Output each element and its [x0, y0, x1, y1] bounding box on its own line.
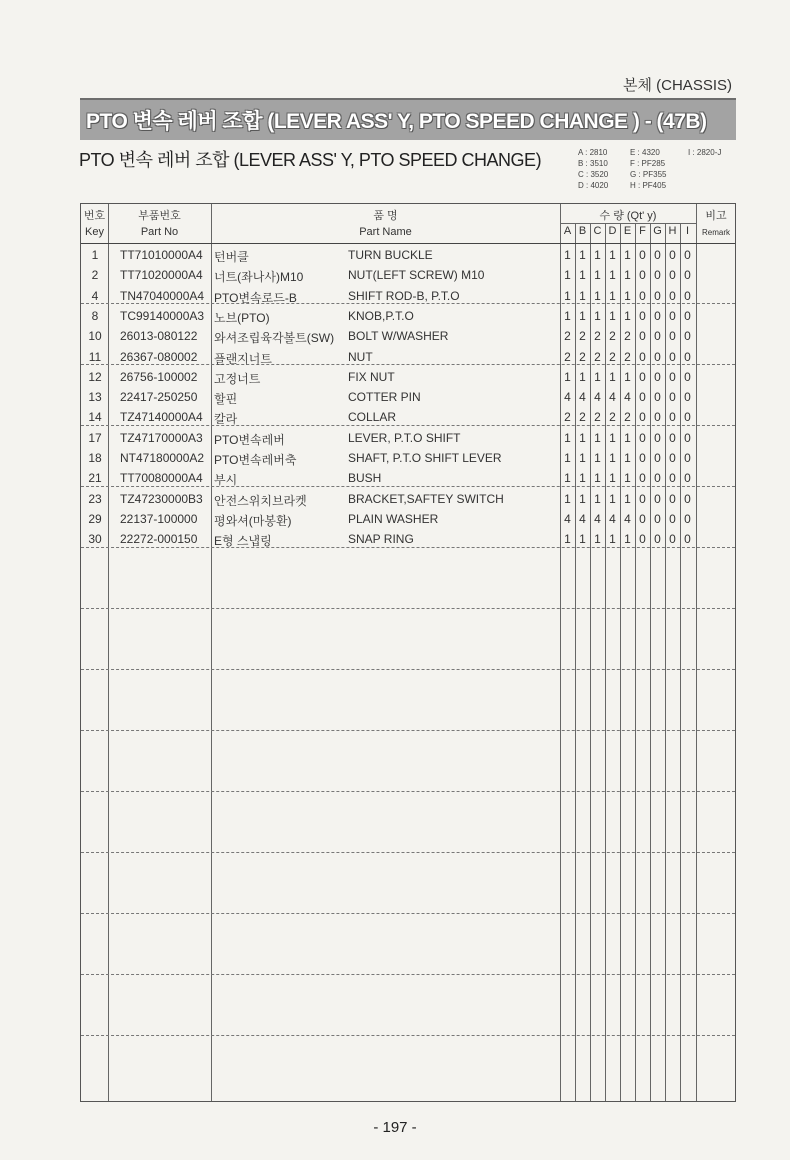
- part-name-kr: 할핀: [214, 392, 238, 407]
- model-code: A : 2810: [578, 148, 608, 157]
- qty-cell: 1: [579, 491, 586, 506]
- header-partno-en: Part No: [140, 226, 179, 238]
- model-code: I : 2820-J: [688, 148, 722, 157]
- qty-cell: 0: [639, 268, 646, 283]
- qty-cell: 0: [669, 430, 676, 445]
- qty-cell: 2: [579, 329, 586, 344]
- section-label: 본체 (CHASSIS): [623, 77, 732, 94]
- header-remark-en: Remark: [701, 228, 730, 237]
- qty-cell: 2: [594, 349, 601, 364]
- key-number: 30: [88, 532, 102, 547]
- qty-cell: 2: [564, 410, 571, 425]
- qty-cell: 1: [624, 491, 631, 506]
- qty-cell: 1: [609, 451, 616, 465]
- qty-model-letter: I: [685, 225, 690, 237]
- model-code: D : 4020: [578, 181, 609, 190]
- table-row: [81, 428, 735, 448]
- part-number: TN47040000A4: [120, 288, 205, 303]
- header-partno-kr: 부품번호: [138, 210, 181, 222]
- key-number: 21: [88, 471, 102, 486]
- qty-cell: 1: [594, 288, 601, 303]
- qty-cell: 4: [609, 511, 616, 526]
- table-row: [81, 529, 735, 549]
- part-number: TT71010000A4: [120, 248, 203, 262]
- qty-model-letter: F: [639, 225, 646, 237]
- header-key-en: Key: [85, 226, 104, 238]
- model-code: H : PF405: [630, 181, 667, 190]
- part-number: 26013-080122: [120, 329, 198, 344]
- part-number: TT70080000A4: [120, 471, 203, 486]
- qty-cell: 0: [639, 471, 646, 486]
- qty-cell: 0: [639, 532, 646, 547]
- qty-cell: 0: [654, 451, 661, 465]
- part-name-en: KNOB,P.T.O: [348, 308, 414, 323]
- qty-cell: 1: [609, 471, 616, 486]
- header-divider: [81, 243, 735, 244]
- qty-cell: 4: [579, 390, 586, 405]
- qty-cell: 0: [684, 308, 691, 323]
- qty-cell: 2: [564, 349, 571, 364]
- qty-cell: 1: [579, 268, 586, 283]
- qty-cell: 1: [594, 491, 601, 506]
- model-code: F : PF285: [630, 159, 666, 168]
- qty-cell: 4: [609, 390, 616, 405]
- qty-cell: 0: [684, 349, 691, 364]
- qty-cell: 0: [654, 268, 661, 283]
- qty-cell: 1: [564, 248, 571, 262]
- part-number: 22272-000150: [120, 532, 198, 547]
- table-row: [81, 489, 735, 509]
- part-name-kr: 플랜지너트: [214, 351, 272, 366]
- qty-cell: 1: [609, 288, 616, 303]
- group-separator: [81, 669, 735, 670]
- qty-cell: 1: [594, 532, 601, 547]
- table-row: [81, 468, 735, 488]
- qty-cell: 0: [639, 329, 646, 344]
- key-number: 29: [88, 511, 102, 526]
- qty-cell: 1: [594, 471, 601, 486]
- qty-cell: 1: [564, 288, 571, 303]
- header-name-kr: 품 명: [373, 210, 398, 222]
- qty-cell: 0: [669, 349, 676, 364]
- part-name-en: SNAP RING: [348, 532, 414, 547]
- qty-cell: 1: [579, 451, 586, 465]
- qty-cell: 0: [669, 511, 676, 526]
- group-separator: [81, 913, 735, 914]
- qty-cell: 0: [639, 369, 646, 384]
- qty-cell: 0: [654, 430, 661, 445]
- part-name-en: BRACKET,SAFTEY SWITCH: [348, 491, 504, 506]
- qty-cell: 0: [669, 308, 676, 323]
- qty-cell: 4: [564, 511, 571, 526]
- qty-cell: 1: [609, 308, 616, 323]
- group-separator: [81, 852, 735, 853]
- qty-cell: 1: [624, 451, 631, 465]
- qty-cell: 4: [624, 390, 631, 405]
- group-separator: [81, 730, 735, 731]
- qty-cell: 0: [684, 451, 691, 465]
- part-name-kr: PTO변속레버: [214, 432, 285, 447]
- table-row: [81, 448, 735, 468]
- group-separator: [81, 791, 735, 792]
- part-name-kr: 부시: [214, 473, 238, 488]
- part-number: TC99140000A3: [120, 308, 205, 323]
- part-number: TZ47230000B3: [120, 491, 203, 506]
- qty-cell: 0: [654, 511, 661, 526]
- part-name-kr: 턴버클: [214, 250, 249, 264]
- header-qty: 수 량 (Qt' y): [599, 210, 657, 222]
- part-number: TZ47170000A3: [120, 430, 203, 445]
- table-row: [81, 509, 735, 529]
- qty-cell: 0: [684, 511, 691, 526]
- qty-cell: 1: [594, 248, 601, 262]
- qty-cell: 0: [669, 288, 676, 303]
- qty-cell: 2: [609, 349, 616, 364]
- part-number: 26367-080002: [120, 349, 198, 364]
- qty-cell: 0: [654, 329, 661, 344]
- part-number: 26756-100002: [120, 369, 198, 384]
- qty-model-letter: D: [608, 225, 617, 237]
- header-key-kr: 번호: [83, 210, 106, 222]
- qty-cell: 0: [684, 430, 691, 445]
- qty-cell: 2: [594, 329, 601, 344]
- page-number: - 197 -: [373, 1119, 417, 1136]
- qty-cell: 1: [594, 268, 601, 283]
- qty-cell: 1: [579, 430, 586, 445]
- qty-cell: 0: [639, 308, 646, 323]
- qty-cell: 2: [564, 329, 571, 344]
- qty-cell: 0: [639, 288, 646, 303]
- key-number: 13: [88, 390, 102, 405]
- qty-cell: 0: [669, 532, 676, 547]
- table-row: [81, 326, 735, 346]
- part-name-kr: 칼라: [214, 412, 238, 427]
- qty-cell: 0: [684, 410, 691, 425]
- qty-cell: 0: [669, 471, 676, 486]
- qty-cell: 0: [684, 390, 691, 405]
- qty-cell: 0: [654, 349, 661, 364]
- part-name-en: BUSH: [348, 471, 382, 486]
- qty-cell: 2: [609, 410, 616, 425]
- qty-cell: 0: [654, 532, 661, 547]
- qty-cell: 0: [684, 248, 691, 262]
- qty-cell: 1: [564, 308, 571, 323]
- qty-cell: 1: [579, 288, 586, 303]
- qty-cell: 2: [594, 410, 601, 425]
- qty-cell: 4: [624, 511, 631, 526]
- qty-cell: 0: [654, 390, 661, 405]
- qty-cell: 0: [669, 268, 676, 283]
- page-title-banner: PTO 변속 레버 조합 (LEVER ASS' Y, PTO SPEED CHANGE ) - (47B): [80, 98, 736, 140]
- qty-cell: 4: [564, 390, 571, 405]
- qty-cell: 2: [579, 410, 586, 425]
- header-remark-kr: 비고: [705, 210, 727, 222]
- qty-cell: 1: [564, 471, 571, 486]
- qty-cell: 1: [594, 308, 601, 323]
- qty-cell: 1: [564, 430, 571, 445]
- part-name-en: LEVER, P.T.O SHIFT: [348, 430, 461, 445]
- table-row: [81, 306, 735, 326]
- table-row: [81, 286, 735, 306]
- qty-cell: 0: [654, 369, 661, 384]
- qty-cell: 0: [639, 451, 646, 465]
- table-row: [81, 245, 735, 265]
- qty-model-letter: A: [563, 225, 572, 237]
- qty-cell: 1: [624, 430, 631, 445]
- key-number: 10: [88, 329, 102, 344]
- key-number: 14: [88, 410, 102, 425]
- part-name-kr: 안전스위치브라켓: [214, 493, 307, 508]
- qty-cell: 0: [654, 248, 661, 262]
- qty-cell: 2: [624, 349, 631, 364]
- qty-model-letter: H: [668, 225, 677, 237]
- qty-cell: 1: [624, 268, 631, 283]
- qty-cell: 0: [684, 329, 691, 344]
- part-name-kr: PTO변속레버축: [214, 453, 297, 467]
- qty-cell: 0: [684, 491, 691, 506]
- part-number: TT71020000A4: [120, 268, 203, 283]
- table-row: [81, 265, 735, 285]
- qty-model-letter: G: [653, 225, 662, 237]
- qty-cell: 0: [669, 329, 676, 344]
- qty-cell: 1: [624, 288, 631, 303]
- qty-cell: 0: [684, 471, 691, 486]
- part-name-en: COLLAR: [348, 410, 397, 425]
- key-number: 2: [91, 268, 99, 283]
- qty-cell: 1: [609, 430, 616, 445]
- qty-cell: 1: [624, 471, 631, 486]
- qty-cell: 2: [624, 329, 631, 344]
- qty-cell: 1: [609, 532, 616, 547]
- qty-cell: 1: [564, 532, 571, 547]
- qty-cell: 0: [669, 410, 676, 425]
- qty-cell: 0: [669, 390, 676, 405]
- qty-cell: 1: [594, 451, 601, 465]
- parts-table: [80, 203, 736, 1102]
- qty-cell: 1: [624, 308, 631, 323]
- qty-cell: 0: [639, 410, 646, 425]
- qty-cell: 1: [564, 369, 571, 384]
- model-code: B : 3510: [578, 159, 608, 168]
- qty-cell: 1: [594, 430, 601, 445]
- model-code: G : PF355: [630, 170, 667, 179]
- table-row: [81, 367, 735, 387]
- part-name-kr: 와셔조립육각볼트(SW): [214, 331, 335, 346]
- part-name-en: NUT: [348, 349, 373, 364]
- qty-cell: 0: [639, 248, 646, 262]
- header-divider: [560, 223, 696, 224]
- qty-cell: 0: [684, 288, 691, 303]
- qty-cell: 0: [684, 268, 691, 283]
- qty-cell: 1: [579, 471, 586, 486]
- key-number: 12: [88, 369, 102, 384]
- part-number: TZ47140000A4: [120, 410, 203, 425]
- group-separator: [81, 608, 735, 609]
- qty-cell: 0: [639, 511, 646, 526]
- key-number: 1: [91, 248, 99, 262]
- qty-cell: 1: [564, 451, 571, 465]
- model-code: C : 3520: [578, 170, 609, 179]
- key-number: 4: [91, 288, 99, 303]
- qty-cell: 0: [669, 369, 676, 384]
- qty-cell: 1: [609, 248, 616, 262]
- qty-cell: 0: [654, 288, 661, 303]
- part-name-en: SHIFT ROD-B, P.T.O: [348, 288, 460, 303]
- qty-cell: 2: [609, 329, 616, 344]
- qty-cell: 1: [579, 308, 586, 323]
- qty-cell: 1: [609, 268, 616, 283]
- part-name-en: SHAFT, P.T.O SHIFT LEVER: [348, 451, 502, 465]
- qty-cell: 0: [639, 491, 646, 506]
- header-name-en: Part Name: [359, 226, 412, 238]
- qty-model-letter: C: [593, 225, 602, 237]
- qty-cell: 1: [624, 369, 631, 384]
- qty-cell: 0: [669, 491, 676, 506]
- key-number: 11: [88, 349, 102, 364]
- qty-model-letter: B: [578, 225, 587, 237]
- qty-cell: 4: [594, 390, 601, 405]
- qty-model-letter: E: [623, 225, 632, 237]
- qty-cell: 0: [639, 430, 646, 445]
- key-number: 17: [88, 430, 102, 445]
- key-number: 8: [91, 308, 99, 323]
- model-code: E : 4320: [630, 148, 660, 157]
- qty-cell: 0: [669, 248, 676, 262]
- qty-cell: 0: [654, 491, 661, 506]
- key-number: 23: [88, 491, 102, 506]
- key-number: 18: [88, 451, 102, 465]
- part-name-en: FIX NUT: [348, 369, 395, 384]
- part-name-en: NUT(LEFT SCREW) M10: [348, 268, 485, 283]
- page-subtitle: PTO 변속 레버 조합 (LEVER ASS' Y, PTO SPEED CHANGE): [79, 150, 542, 170]
- qty-cell: 4: [579, 511, 586, 526]
- qty-cell: 0: [639, 349, 646, 364]
- part-name-en: TURN BUCKLE: [348, 248, 433, 262]
- part-name-kr: E형 스냅링: [214, 534, 272, 549]
- qty-cell: 0: [669, 451, 676, 465]
- qty-cell: 1: [579, 248, 586, 262]
- qty-cell: 2: [579, 349, 586, 364]
- part-number: NT47180000A2: [120, 451, 205, 465]
- qty-cell: 0: [654, 410, 661, 425]
- qty-cell: 1: [609, 491, 616, 506]
- qty-cell: 0: [654, 308, 661, 323]
- table-row: [81, 387, 735, 407]
- part-name-en: PLAIN WASHER: [348, 511, 439, 526]
- qty-cell: 1: [609, 369, 616, 384]
- part-name-kr: 너트(좌나사)M10: [214, 270, 304, 285]
- group-separator: [81, 974, 735, 975]
- qty-cell: 4: [594, 511, 601, 526]
- table-row: [81, 407, 735, 427]
- qty-cell: 0: [654, 471, 661, 486]
- qty-cell: 0: [684, 532, 691, 547]
- part-number: 22417-250250: [120, 390, 198, 405]
- qty-cell: 1: [624, 532, 631, 547]
- qty-cell: 1: [624, 248, 631, 262]
- qty-cell: 0: [639, 390, 646, 405]
- qty-cell: 1: [594, 369, 601, 384]
- table-row: [81, 347, 735, 367]
- part-name-kr: 평와셔(마봉환): [214, 513, 292, 528]
- part-name-kr: 노브(PTO): [214, 310, 270, 325]
- qty-cell: 0: [684, 369, 691, 384]
- part-number: 22137-100000: [120, 511, 198, 526]
- part-name-kr: 고정너트: [214, 371, 261, 386]
- part-name-en: BOLT W/WASHER: [348, 329, 449, 344]
- qty-cell: 1: [579, 532, 586, 547]
- qty-cell: 1: [564, 491, 571, 506]
- part-name-kr: PTO변속로드-B: [214, 290, 297, 305]
- qty-cell: 2: [624, 410, 631, 425]
- qty-cell: 1: [564, 268, 571, 283]
- part-name-en: COTTER PIN: [348, 390, 421, 405]
- qty-cell: 1: [579, 369, 586, 384]
- group-separator: [81, 1035, 735, 1036]
